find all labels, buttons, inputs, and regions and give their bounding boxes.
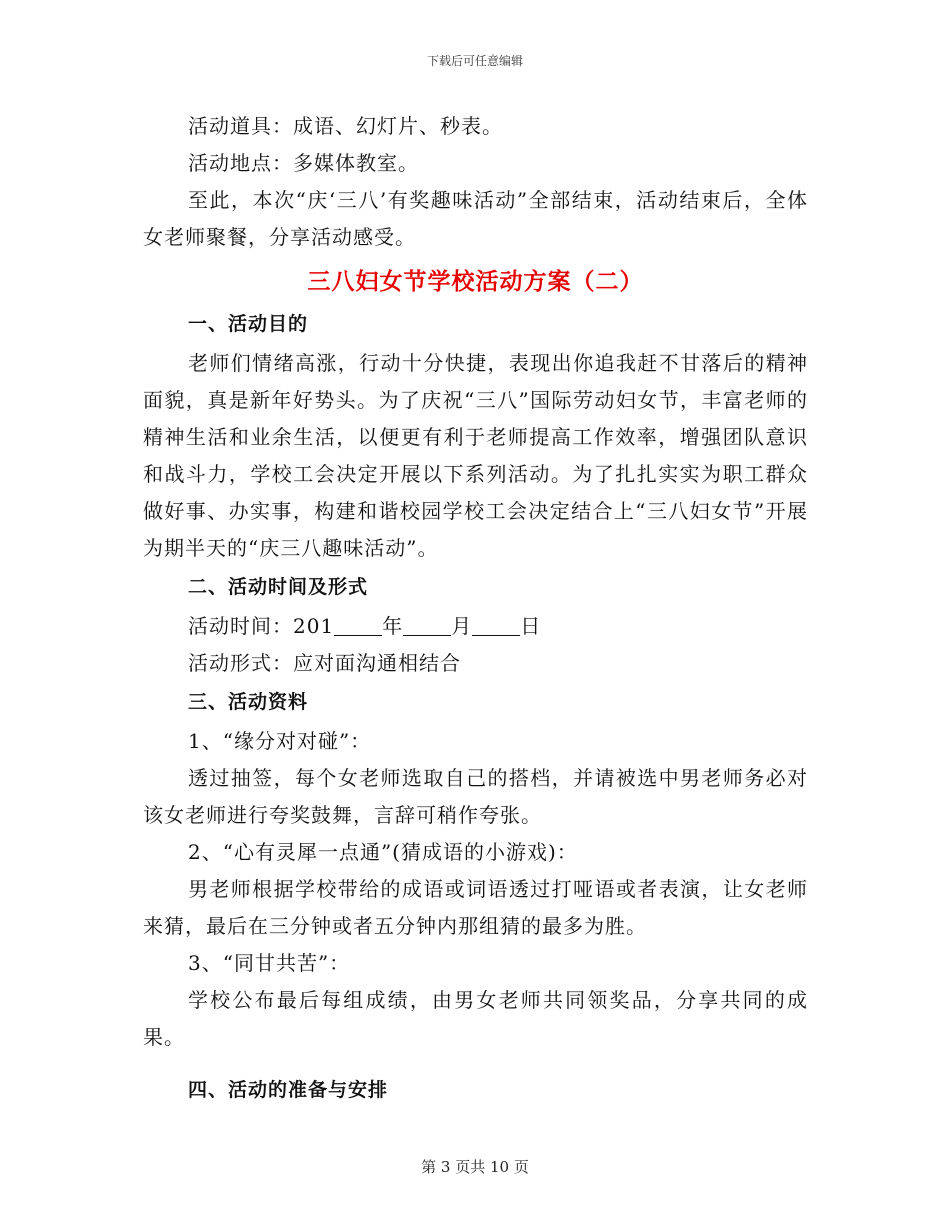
page-header: 下载后可任意编辑 <box>426 54 523 68</box>
day-label: 日 <box>520 614 542 638</box>
item2-body: 男老师根据学校带给的成语或词语透过打哑语或者表演，让女老师来猜，最后在三分钟或者五分钟内那组猜的最多为胜。 <box>143 877 808 938</box>
month-label: 月 <box>451 614 473 638</box>
item3-title: 3、“同甘共苦”： <box>188 951 351 975</box>
location-paragraph: 活动地点：多媒体教室。 <box>188 151 419 175</box>
time-prefix: 活动时间：201 <box>188 614 335 638</box>
section-heading-purpose: 一、活动目的 <box>188 313 309 335</box>
purpose-paragraph: 老师们情绪高涨，行动十分快捷，表现出你追我赶不甘落后的精神面貌，真是新年好势头。为了庆祝“三八”国际劳动妇女节，丰富老师的精神生活和业余生活，以便更有利于老师提高工作效率，增强团队意识和战斗力，学校工会决定开展以下系列活动。为了扎扎实实为职工群众做好事、办实事，构建和谐校园学校工会决定结合上“三八妇女节”开展为期半天的“庆三八趣味活动”。 <box>143 351 808 560</box>
year-blank <box>334 613 382 636</box>
section-heading-preparation: 四、活动的准备与安排 <box>188 1079 389 1101</box>
page-footer: 第 3 页共 10 页 <box>421 1158 529 1176</box>
props-paragraph: 活动道具：成语、幻灯片、秒表。 <box>188 114 503 138</box>
document-title: 三八妇女节学校活动方案（二） <box>307 268 644 295</box>
day-blank <box>472 613 520 636</box>
section-heading-materials: 三、活动资料 <box>188 691 309 713</box>
activity-form-line: 活动形式：应对面沟通相结合 <box>188 651 461 675</box>
spacer <box>143 1056 808 1070</box>
item1-title: 1、“缘分对对碰”： <box>188 729 372 753</box>
section-heading-time-form: 二、活动时间及形式 <box>188 576 369 598</box>
closing-paragraph: 至此，本次“庆‘三八’有奖趣味活动”全部结束，活动结束后，全体女老师聚餐，分享活动感受。 <box>143 188 808 249</box>
item3-body: 学校公布最后每组成绩，由男女老师共同领奖品，分享共同的成果。 <box>143 988 808 1049</box>
item1-body: 透过抽签，每个女老师选取自己的搭档，并请被选中男老师务必对该女老师进行夸奖鼓舞，言辞可稍作夸张。 <box>143 766 808 827</box>
item2-title: 2、“心有灵犀一点通”(猜成语的小游戏)： <box>188 840 578 864</box>
activity-time-line <box>143 608 808 645</box>
year-label: 年 <box>382 614 404 638</box>
document-body <box>143 108 808 1111</box>
month-blank <box>403 613 451 636</box>
